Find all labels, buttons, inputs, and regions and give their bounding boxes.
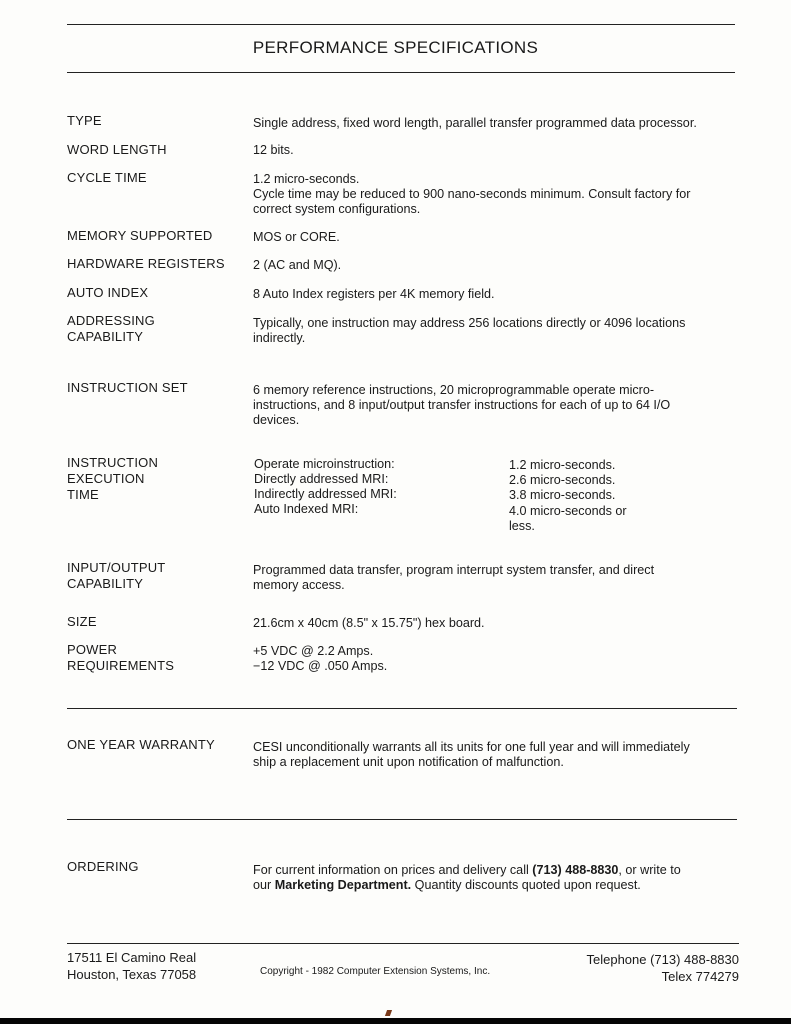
- spec-value-power-requirements: +5 VDC @ 2.2 Amps. −12 VDC @ .050 Amps.: [253, 644, 388, 673]
- spec-label-word-length: WORD LENGTH: [67, 142, 167, 157]
- spec-value-size: 21.6cm x 40cm (8.5" x 15.75") hex board.: [253, 616, 485, 630]
- execution-value-operate: 1.2 micro-seconds.: [509, 458, 616, 472]
- spec-value-io-capability: Programmed data transfer, program interrupt system transfer, and direct memory access.: [253, 563, 655, 592]
- ordering-department: Marketing Department.: [274, 878, 412, 892]
- execution-name-operate: Operate microinstruction:: [254, 457, 395, 471]
- spec-label-instruction-set: INSTRUCTION SET: [67, 380, 188, 395]
- warranty-text: CESI unconditionally warrants all its units for one full year and will immediately ship a replacement unit upon notification of malfunction.: [253, 740, 690, 769]
- title-underline-rule: [67, 72, 735, 73]
- top-rule: [67, 24, 735, 25]
- ordering-line-1: For current information on prices and delivery call (713) 488-8830, or write to: [253, 863, 681, 877]
- spec-label-instruction-execution-time: INSTRUCTION EXECUTION TIME: [67, 455, 159, 502]
- execution-name-direct: Directly addressed MRI:: [254, 472, 389, 486]
- execution-name-auto-indexed: Auto Indexed MRI:: [254, 502, 359, 516]
- spec-value-word-length: 12 bits.: [253, 143, 294, 157]
- warranty-top-rule: [67, 708, 737, 709]
- bottom-scan-edge: [0, 1018, 791, 1024]
- ordering-label: ORDERING: [67, 859, 139, 874]
- execution-name-indirect: Indirectly addressed MRI:: [254, 487, 397, 501]
- spec-label-auto-index: AUTO INDEX: [67, 285, 149, 300]
- execution-value-direct: 2.6 micro-seconds.: [509, 473, 616, 487]
- spec-value-addressing-capability: Typically, one instruction may address 256 locations directly or 4096 locations indirectly.: [253, 316, 686, 345]
- footer-contact: Telephone (713) 488-8830 Telex 774279: [586, 952, 739, 984]
- spec-label-io-capability: INPUT/OUTPUT CAPABILITY: [67, 560, 166, 591]
- scan-mark: [385, 1010, 392, 1016]
- spec-label-power-requirements: POWER REQUIREMENTS: [67, 642, 175, 673]
- execution-value-indirect: 3.8 micro-seconds.: [509, 488, 616, 502]
- spec-value-type: Single address, fixed word length, parallel transfer programmed data processor.: [253, 116, 697, 130]
- spec-label-cycle-time: CYCLE TIME: [67, 170, 147, 185]
- spec-value-memory-supported: MOS or CORE.: [253, 230, 340, 244]
- spec-label-memory-supported: MEMORY SUPPORTED: [67, 228, 213, 243]
- footer-address: 17511 El Camino Real Houston, Texas 77058: [67, 950, 197, 982]
- execution-value-auto-indexed: 4.0 micro-seconds or less.: [509, 504, 627, 533]
- spec-label-hardware-registers: HARDWARE REGISTERS: [67, 256, 225, 271]
- spec-value-auto-index: 8 Auto Index registers per 4K memory field.: [253, 287, 495, 301]
- ordering-phone: (713) 488-8830: [532, 863, 619, 877]
- ordering-top-rule: [67, 819, 737, 820]
- spec-value-instruction-set: 6 memory reference instructions, 20 microprogrammable operate micro- instructions, and 8 input/output transfer instructions for each of up to 64 I/O devices.: [253, 383, 671, 427]
- footer-top-rule: [67, 943, 739, 944]
- spec-label-addressing-capability: ADDRESSING CAPABILITY: [67, 313, 155, 344]
- spec-label-size: SIZE: [67, 614, 97, 629]
- warranty-label: ONE YEAR WARRANTY: [67, 737, 215, 752]
- page-title: PERFORMANCE SPECIFICATIONS: [252, 38, 539, 57]
- ordering-text: [253, 863, 745, 893]
- spec-label-type: TYPE: [67, 113, 102, 128]
- footer-copyright: Copyright - 1982 Computer Extension Systems, Inc.: [260, 966, 491, 977]
- spec-value-cycle-time: 1.2 micro-seconds. Cycle time may be reduced to 900 nano-seconds minimum. Consult factory for correct system configurations.: [253, 172, 691, 216]
- ordering-line-2: our Marketing Department. Quantity discounts quoted upon request.: [253, 878, 641, 892]
- spec-value-hardware-registers: 2 (AC and MQ).: [253, 258, 342, 272]
